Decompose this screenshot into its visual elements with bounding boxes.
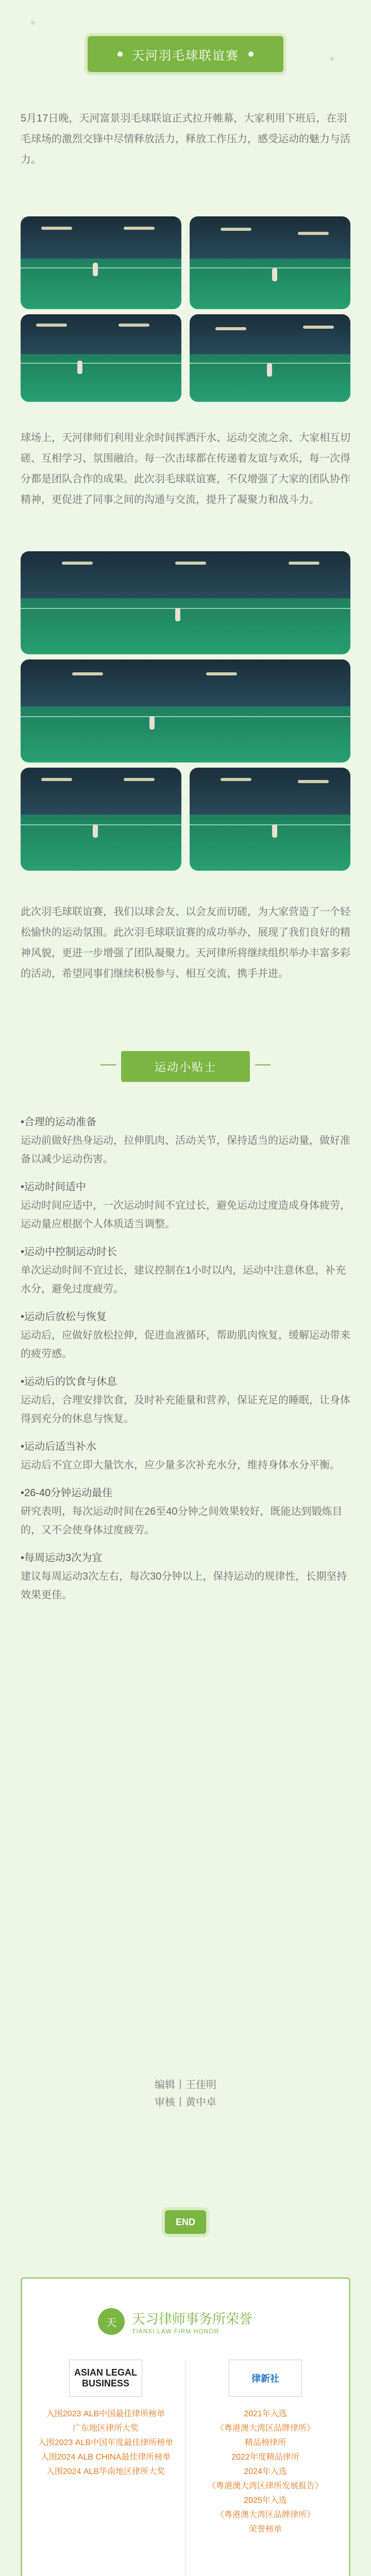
tip-title: •合理的运动准备 bbox=[21, 1116, 97, 1128]
award-column-left bbox=[36, 2360, 175, 2479]
firm-name-cn: 天习律师事务所荣誉 bbox=[132, 2311, 253, 2327]
badminton-photo[interactable] bbox=[21, 659, 350, 762]
header-tag bbox=[88, 36, 283, 72]
intro-paragraph: 5月17日晚，天河富景羽毛球联谊正式拉开帷幕，大家利用下班后，在羽毛球场的激烈交锋中尽情释放活力，释放工作压力，感受运动的魅力与活力。 bbox=[21, 113, 350, 165]
tip-title: •每周运动3次为宜 bbox=[21, 1552, 103, 1564]
alb-awards: 入围2023 ALB中国最佳律所榜单 广东地区律所大奖 入围2023 ALB中国年度最佳律所榜单 入围2024 ALB CHINA最佳律所榜单 入围2024 ALB华南地区律所大奖 bbox=[38, 2410, 174, 2476]
alb-badge: ASIAN LEGAL BUSINESS bbox=[69, 2360, 142, 2397]
photo-grid-top bbox=[21, 216, 350, 402]
tips-tag bbox=[121, 1051, 250, 1082]
firm-honors-card bbox=[21, 2277, 350, 2576]
tip-title: •运动后适当补水 bbox=[21, 1441, 97, 1452]
tip-title: •运动中控制运动时长 bbox=[21, 1246, 117, 1258]
badminton-photo[interactable] bbox=[190, 768, 350, 871]
award-box bbox=[36, 2360, 335, 2576]
body-paragraph-2: 球场上，天河律师们利用业余时间挥洒汗水、运动交流之余、大家相互切磋、互相学习、氛围融洽。每一次击球都在传递着友谊与欢乐，每一次得分都是团队合作的成果。此次羽毛球联谊赛，不仅增强了大家的团队协作精神，更促进了同事之间的沟通与交流，提升了凝聚力和战斗力。 bbox=[21, 432, 350, 505]
tip-body: 运动后，应做好放松拉伸，促进血液循环，帮助肌肉恢复，缓解运动带来的疲劳感。 bbox=[21, 1330, 350, 1360]
tip-body: 研究表明，每次运动时间在26至40分钟之间效果较好，既能达到锻炼目的，又不会使身体过度疲劳。 bbox=[21, 1506, 343, 1536]
credits bbox=[0, 2076, 371, 2111]
body-paragraph-3: 此次羽毛球联谊赛，我们以球会友、以会友而切磋，为大家营造了一个轻松愉快的运动氛围。此次羽毛球联谊赛的成功举办，展现了我们良好的精神风貌，更进一步增强了团队凝聚力。天河律所将继续组织举办丰富多彩的活动，希望同事们继续积极参与、相互交流、携手并进。 bbox=[21, 906, 350, 979]
tip-title: •运动时间适中 bbox=[21, 1181, 87, 1193]
award-column-right bbox=[196, 2360, 335, 2537]
tips-tag-label: 运动小贴士 bbox=[154, 1060, 216, 1074]
tip-body: 建议每周运动3次左右，每次30分钟以上，保持运动的规律性，长期坚持效果更佳。 bbox=[21, 1571, 347, 1601]
badminton-photo[interactable] bbox=[190, 314, 350, 402]
tip-body: 单次运动时间不宜过长，建议控制在1小时以内，运动中注意休息，补充水分，避免过度疲劳。 bbox=[21, 1265, 346, 1295]
editor-credit: 编辑丨王佳明 bbox=[155, 2079, 216, 2091]
tip-title: •26-40分钟运动最佳 bbox=[21, 1487, 113, 1499]
badminton-photo[interactable] bbox=[21, 768, 181, 871]
photo-grid-middle bbox=[21, 551, 350, 871]
firm-logo-icon: 天 bbox=[98, 2308, 125, 2335]
reviewer-credit: 审核丨黄中卓 bbox=[155, 2097, 216, 2108]
badminton-photo[interactable] bbox=[21, 551, 350, 654]
lawxin-badge: 律新社 bbox=[229, 2360, 302, 2397]
badminton-photo[interactable] bbox=[21, 314, 181, 402]
dot-icon bbox=[248, 52, 254, 57]
end-label: END bbox=[175, 2216, 195, 2227]
tips-list bbox=[21, 1113, 350, 1604]
firm-header bbox=[98, 2308, 252, 2335]
tip-title: •运动后的饮食与休息 bbox=[21, 1376, 117, 1387]
badminton-photo[interactable] bbox=[190, 216, 350, 309]
tip-title: •运动后放松与恢复 bbox=[21, 1311, 107, 1323]
dot-icon bbox=[117, 52, 123, 57]
tip-body: 运动时间应适中，一次运动时间不宜过长，避免运动过度造成身体疲劳，运动量应根据个人体质适当调整。 bbox=[21, 1200, 350, 1230]
badminton-photo[interactable] bbox=[21, 216, 181, 309]
firm-name-en: TIANXI LAW FIRM HONOR bbox=[132, 2327, 220, 2335]
lawxin-awards: 2021年入选 《粤港澳大湾区品牌律所》 精品榜律所 2022年度精品律所 2024年入选 《粤港澳大湾区律所发展报告》 2025年入选 《粤港澳大湾区品牌律所》 荣誉榜单 bbox=[207, 2410, 323, 2534]
decor-dot bbox=[330, 57, 334, 61]
end-badge bbox=[165, 2210, 206, 2234]
header-tag-label: 天河羽毛球联谊赛 bbox=[132, 48, 239, 63]
decor-dot bbox=[31, 21, 35, 25]
tip-body: 运动前做好热身运动，拉伸肌肉、活动关节，保持适当的运动量，做好准备以减少运动伤害。 bbox=[21, 1135, 350, 1165]
tip-body: 运动后不宜立即大量饮水，应少量多次补充水分，维持身体水分平衡。 bbox=[21, 1460, 340, 1471]
tip-body: 运动后，合理安排饮食，及时补充能量和营养，保证充足的睡眠，让身体得到充分的休息与恢复。 bbox=[21, 1395, 350, 1425]
